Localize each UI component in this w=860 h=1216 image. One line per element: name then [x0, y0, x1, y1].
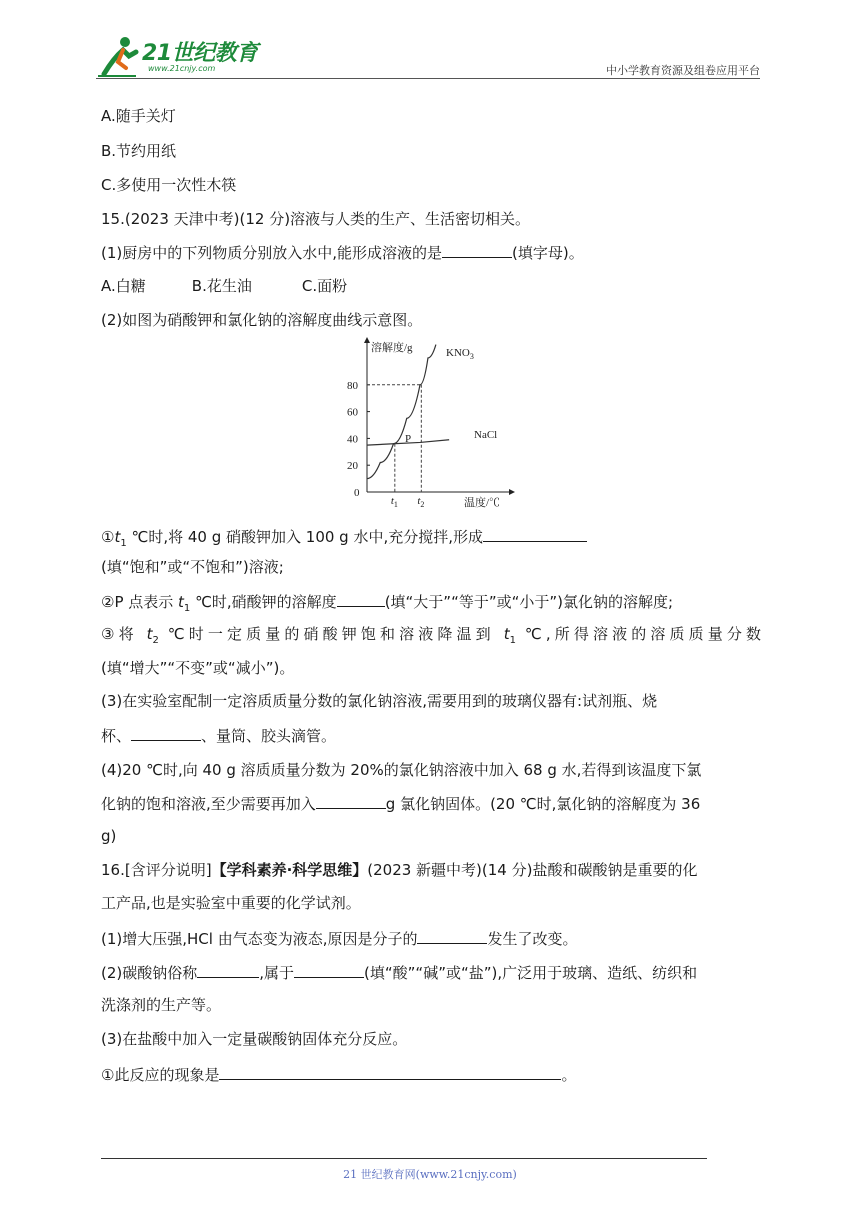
q15-title: 15.(2023 天津中考)(12 分)溶液与人类的生产、生活密切相关。: [101, 210, 531, 228]
y-tick-label: 0: [354, 487, 360, 499]
y-tick-label: 80: [347, 379, 358, 392]
y-tick-label: 40: [347, 433, 358, 446]
answer-blank[interactable]: [316, 793, 386, 809]
q15-part1-text: (1)厨房中的下列物质分别放入水中,能形成溶液的是: [101, 244, 443, 262]
x-tick-label: $t_1$: [390, 495, 398, 509]
q16-tag: 【学科素养·科学思维】: [211, 861, 368, 879]
q16-part1: (1)增大压强,HCl 由气态变为液态,原因是分子的 发生了改变。: [101, 930, 578, 948]
q15-part1-options: [101, 276, 347, 296]
q15-part4-line2: 化钠的饱和溶液,至少需要再加入 g 氯化钠固体。(20 ℃时,氯化钠的溶解度为 36: [101, 795, 701, 813]
q16-part3: (3)在盐酸中加入一定量碳酸钠固体充分反应。: [101, 1030, 408, 1048]
site-logo: [96, 34, 266, 78]
q15-part2: (2)如图为硝酸钾和氯化钠的溶解度曲线示意图。: [101, 311, 423, 329]
x-axis-label: 温度/℃: [464, 497, 501, 509]
logo-text: 21世纪教育: [142, 41, 258, 66]
q15-sub3: ③将 $t_2$ ℃时一定质量的硝酸钾饱和溶液降温到 $t_1$ ℃,所得溶液的溶质质量分数: [101, 625, 761, 646]
solubility-chart-svg: [340, 336, 520, 514]
logo-url: www.21cnjy.com: [148, 64, 216, 73]
header-divider: [96, 78, 760, 79]
x-tick-label: $t_2$: [417, 495, 425, 509]
q15-part1: [101, 242, 584, 263]
page-footer: 21 世纪教育网(www.21cnjy.com): [343, 1168, 517, 1181]
q16-part2: (2)碳酸钠俗称 ,属于 (填“酸”“碱”或“盐”),广泛用于玻璃、造纸、纺织和: [101, 964, 698, 982]
q16-part3-sub1: ①此反应的现象是 。: [101, 1066, 577, 1084]
solubility-chart: [340, 336, 520, 514]
kno3-series-label: $KNO_3$: [446, 347, 474, 361]
series-kno3-line: [367, 345, 436, 479]
nacl-series-label: NaCl: [474, 429, 498, 441]
point-p-label: P: [405, 433, 412, 445]
q15-option-a: A.白糖: [101, 277, 146, 295]
answer-blank[interactable]: [294, 962, 364, 978]
q16-title: 16.[含评分说明]【学科素养·科学思维】(2023 新疆中考)(14 分)盐酸和碳酸钠是重要的化: [101, 861, 698, 879]
runner-logo-icon: [96, 34, 142, 78]
answer-blank[interactable]: [131, 725, 201, 741]
option-c: C.多使用一次性木筷: [101, 176, 237, 194]
footer-divider: [101, 1158, 707, 1159]
answer-blank[interactable]: [442, 242, 512, 258]
q15-option-c: C.面粉: [301, 277, 348, 295]
answer-blank[interactable]: [417, 928, 487, 944]
y-tick-label: 20: [347, 460, 358, 473]
page-header: [96, 34, 760, 78]
q15-sub1: $①t_1$ ℃时,将 40 g 硝酸钾加入 100 g 水中,充分搅拌,形成: [101, 526, 587, 554]
q16-title-line2: 工产品,也是实验室中重要的化学试剂。: [101, 894, 361, 912]
q15-sub2: ②P 点表示 $t_1$ ℃时,硝酸钾的溶解度 (填“大于”“等于”或“小于”)氯化钠的溶解度;: [101, 593, 674, 614]
q15-part1-suffix: (填字母)。: [512, 244, 584, 262]
answer-blank[interactable]: [219, 1064, 561, 1080]
header-platform-text: 中小学教育资源及组卷应用平台: [606, 64, 760, 77]
q15-part3-line1: (3)在实验室配制一定溶质质量分数的氯化钠溶液,需要用到的玻璃仪器有:试剂瓶、烧: [101, 692, 658, 710]
q15-part3-line2: 杯、 、量筒、胶头滴管。: [101, 727, 337, 745]
q15-part4-line1: (4)20 ℃时,向 40 g 溶质质量分数为 20%的氯化钠溶液中加入 68 g 水,若得到该温度下氯: [101, 761, 702, 779]
answer-blank[interactable]: [337, 591, 385, 607]
answer-blank[interactable]: [483, 526, 587, 542]
answer-blank[interactable]: [197, 962, 259, 978]
y-axis-label: 溶解度/g: [371, 342, 413, 354]
option-a: A.随手关灯: [101, 107, 176, 125]
q16-part2-line2: 洗涤剂的生产等。: [101, 996, 222, 1014]
option-b: B.节约用纸: [101, 142, 177, 160]
q15-sub3-line2: (填“增大”“不变”或“减小”)。: [101, 659, 295, 677]
q15-sub1-line2: (填“饱和”或“不饱和”)溶液;: [101, 558, 284, 576]
q15-option-b: B.花生油: [191, 277, 252, 295]
q15-part4-line3: g): [101, 827, 117, 845]
y-tick-label: 60: [347, 406, 358, 419]
